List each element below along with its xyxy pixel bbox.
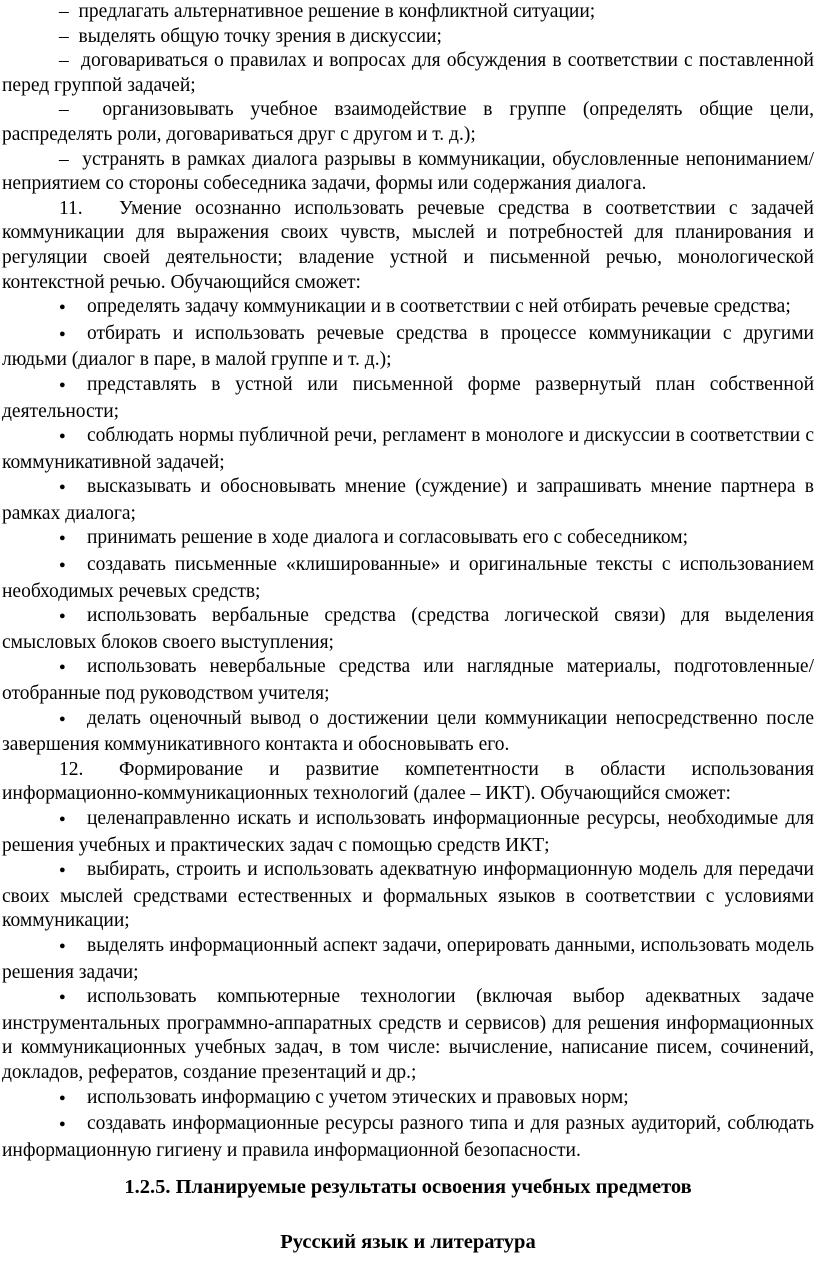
bullet-item (2, 526, 814, 553)
bullet-item (2, 475, 814, 526)
paragraph-text: Умение осознанно использовать речевые средства в соответствии с задачей коммуникации для выражения своих чувств, мыслей и потребностей для планирования и регуляции своей деятельности; владение устной и письменной речью, монологической контекстной речью. Обучающийся сможет: (2, 197, 814, 293)
bullet-icon (59, 1112, 87, 1139)
bullet-item (2, 553, 814, 604)
paragraph-text: Формирование и развитие компетентности в области использования информационно-коммуникационных технологий (далее – ИКТ). Обучающийся сможет: (2, 758, 814, 805)
bullet-item (2, 858, 814, 934)
bullet-text: представлять в устной или письменной форме развернутый план собственной деятельности; (2, 373, 814, 422)
bullet-text: использовать вербальные средства (средства логической связи) для выделения смысловых блоков своего выступления; (2, 605, 814, 653)
bullet-text: высказывать и обосновывать мнение (суждение) и запрашивать мнение партнера в рамках диалога; (2, 476, 814, 524)
bullet-icon (59, 553, 87, 580)
bullet-text: определять задачу коммуникации и в соответствии с ней отбирать речевые средства; (87, 296, 791, 318)
bullet-item (2, 373, 814, 424)
bullet-item (2, 655, 814, 706)
paragraph-number: 12. (59, 758, 84, 780)
bullet-icon (59, 707, 87, 734)
bullet-icon (59, 934, 87, 961)
bullet-item (2, 604, 814, 655)
subject-heading: Русский язык и литература (280, 1231, 536, 1253)
bullet-icon (59, 655, 87, 682)
dash-item: – выделять общую точку зрения в дискуссии; (2, 25, 814, 50)
numbered-paragraph-11 (2, 197, 814, 295)
bullet-item (2, 707, 814, 758)
bullet-item (2, 295, 814, 322)
bullet-item (2, 807, 814, 858)
bullet-text: выделять информационный аспект задачи, оперировать данными, использовать модель решения задачи; (2, 934, 814, 983)
bullet-text: делать оценочный вывод о достижении цели коммуникации непосредственно после завершения коммуникативного контакта и обосновывать его. (2, 707, 814, 756)
bullet-icon (59, 373, 87, 400)
numbered-paragraph-12 (2, 758, 814, 807)
paragraph-number: 11. (59, 197, 83, 219)
dash-item: – устранять в рамках диалога разрывы в коммуникации, обусловленные непониманием/неприятием со стороны собеседника задачи, формы или содержания диалога. (2, 148, 814, 197)
bullet-text: создавать информационные ресурсы разного типа и для разных аудиторий, соблюдать информационную гигиену и правила информационной безопасности. (2, 1113, 814, 1161)
bullet-text: использовать информацию с учетом этических и правовых норм; (87, 1086, 629, 1108)
bullet-icon (59, 858, 87, 885)
dash-item: – договариваться о правилах и вопросах для обсуждения в соответствии с поставленной перед группой задачей; (2, 49, 814, 98)
bullet-icon (59, 604, 87, 631)
bullet-icon (59, 807, 87, 834)
bullet-icon (59, 475, 87, 502)
bullet-icon (59, 1086, 87, 1113)
dash-item: – организовывать учебное взаимодействие в группе (определять общие цели, распределять роли, договариваться друг с другом и т. д.); (2, 98, 814, 147)
bullet-icon (59, 322, 87, 349)
bullet-item (2, 985, 814, 1085)
bullet-item (2, 1112, 814, 1163)
section-heading: 1.2.5. Планируемые результаты освоения учебных предметов (124, 1176, 692, 1198)
bullet-text: соблюдать нормы публичной речи, регламент в монологе и дискуссии в соответствии с коммуникативной задачей; (2, 425, 814, 473)
bullet-item (2, 424, 814, 475)
bullet-item (2, 934, 814, 985)
bullet-icon (59, 526, 87, 553)
bullet-icon (59, 424, 87, 451)
bullet-text: использовать невербальные средства или наглядные материалы, подготовленные/отобранные под руководством учителя; (2, 656, 814, 705)
bullet-item (2, 322, 814, 373)
bullet-text: принимать решение в ходе диалога и согласовывать его с собеседником; (87, 527, 688, 549)
bullet-icon (59, 985, 87, 1012)
bullet-text: создавать письменные «клишированные» и оригинальные тексты с использованием необходимых речевых средств; (2, 554, 814, 602)
bullet-text: целенаправленно искать и использовать информационные ресурсы, необходимые для решения учебных и практических задач с помощью средств ИКТ; (2, 808, 814, 856)
dash-item: – предлагать альтернативное решение в конфликтной ситуации; (2, 0, 814, 25)
bullet-text: выбирать, строить и использовать адекватную информационную модель для передачи своих мыслей средствами естественных и формальных языков в соответствии с условиями коммуникации; (2, 859, 814, 932)
bullet-icon (59, 295, 87, 322)
bullet-text: использовать компьютерные технологии (включая выбор адекватных задаче инструментальных программно-аппаратных средств и сервисов) для решения информационных и коммуникационных учебных задач, в том числе: вычисление, написание писем, сочинений, докладов, рефератов, создание презентаций и др.; (2, 986, 814, 1083)
bullet-item (2, 1086, 814, 1113)
bullet-text: отбирать и использовать речевые средства в процессе коммуникации с другими людьми (диалог в паре, в малой группе и т. д.); (2, 322, 814, 371)
